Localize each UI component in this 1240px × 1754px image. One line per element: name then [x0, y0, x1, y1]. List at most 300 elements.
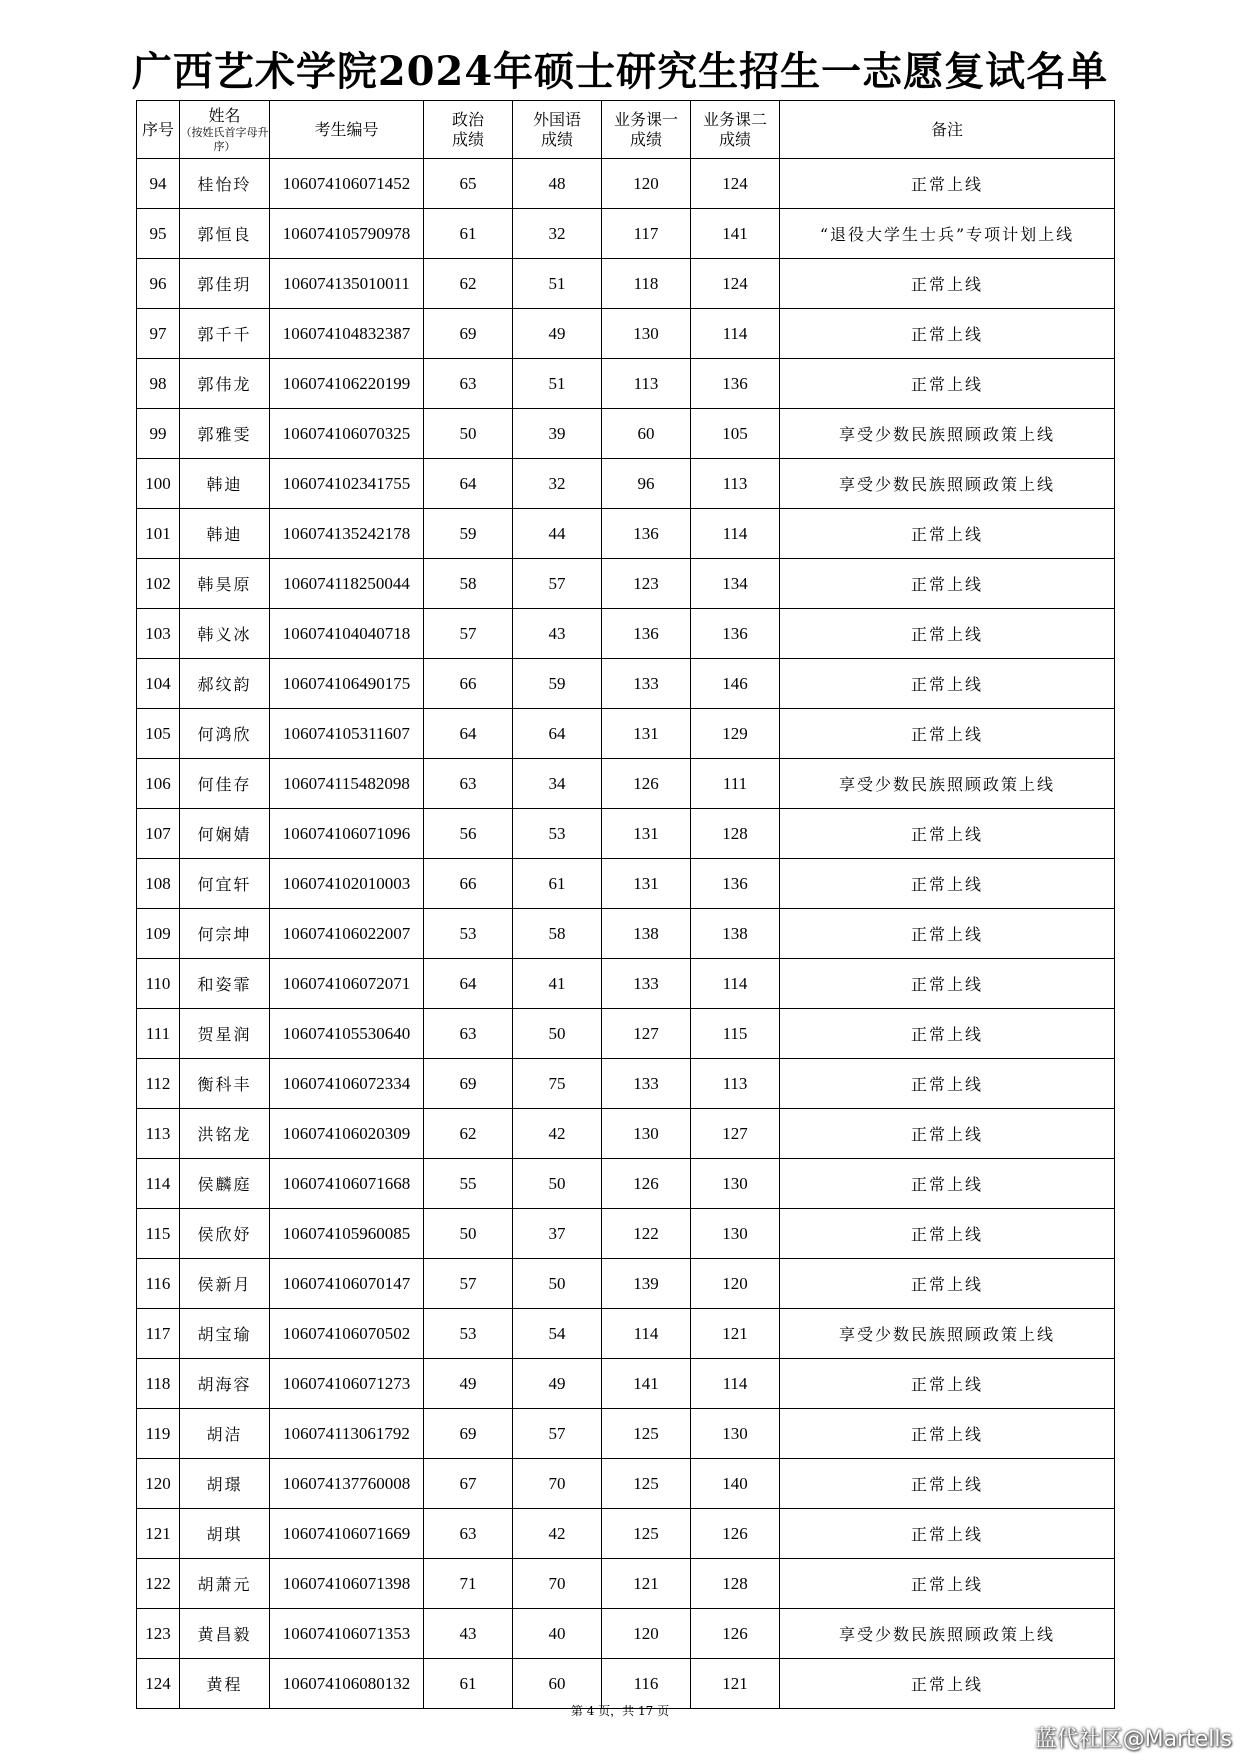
politics-cell: 63 [424, 1509, 513, 1559]
seq-cell: 122 [137, 1559, 180, 1609]
course1-cell: 113 [602, 359, 691, 409]
course1-cell: 122 [602, 1209, 691, 1259]
table-row [137, 709, 1115, 759]
course2-cell: 141 [691, 209, 780, 259]
header-foreign-line2: 成绩 [540, 129, 573, 149]
header-seq: 序号 [137, 101, 180, 159]
name-cell: 胡宝瑜 [180, 1309, 270, 1359]
name-cell: 郭恒良 [180, 209, 270, 259]
name-cell: 衡科丰 [180, 1059, 270, 1109]
foreign-cell: 32 [513, 459, 602, 509]
name-cell: 郭雅雯 [180, 409, 270, 459]
seq-cell: 95 [137, 209, 180, 259]
header-course1-line2: 成绩 [629, 129, 662, 149]
course1-cell: 116 [602, 1659, 691, 1709]
course2-cell: 120 [691, 1259, 780, 1309]
seq-cell: 97 [137, 309, 180, 359]
course2-cell: 130 [691, 1159, 780, 1209]
remarks-cell: 正常上线 [780, 709, 1115, 759]
course2-cell: 127 [691, 1109, 780, 1159]
table-row [137, 1359, 1115, 1409]
id-cell: 106074105311607 [270, 709, 424, 759]
seq-cell: 112 [137, 1059, 180, 1109]
id-cell: 106074137760008 [270, 1459, 424, 1509]
course2-cell: 136 [691, 359, 780, 409]
course2-cell: 124 [691, 259, 780, 309]
table-row [137, 1109, 1115, 1159]
course2-cell: 134 [691, 559, 780, 609]
politics-cell: 69 [424, 1059, 513, 1109]
seq-cell: 98 [137, 359, 180, 409]
table-row [137, 259, 1115, 309]
remarks-cell: “退役大学生士兵”专项计划上线 [780, 209, 1115, 259]
name-cell: 何宜轩 [180, 859, 270, 909]
header-remarks: 备注 [780, 101, 1115, 159]
table-row [137, 1159, 1115, 1209]
remarks-cell: 享受少数民族照顾政策上线 [780, 1309, 1115, 1359]
name-cell: 黄程 [180, 1659, 270, 1709]
id-cell: 106074115482098 [270, 759, 424, 809]
header-course2-line1: 业务课二 [702, 109, 767, 129]
table-row [137, 1609, 1115, 1659]
foreign-cell: 51 [513, 259, 602, 309]
name-cell: 桂怡玲 [180, 159, 270, 209]
course1-cell: 60 [602, 409, 691, 459]
seq-cell: 100 [137, 459, 180, 509]
foreign-cell: 42 [513, 1509, 602, 1559]
name-cell: 韩迪 [180, 509, 270, 559]
course1-cell: 136 [602, 609, 691, 659]
remarks-cell: 正常上线 [780, 259, 1115, 309]
id-cell: 106074105530640 [270, 1009, 424, 1059]
name-cell: 何宗坤 [180, 909, 270, 959]
course2-cell: 124 [691, 159, 780, 209]
page-title: 广西艺术学院2024年硕士研究生招生一志愿复试名单 [131, 48, 1109, 95]
foreign-cell: 70 [513, 1559, 602, 1609]
seq-cell: 104 [137, 659, 180, 709]
remarks-cell: 正常上线 [780, 159, 1115, 209]
course2-cell: 105 [691, 409, 780, 459]
table-body [137, 159, 1115, 1709]
header-course2 [691, 101, 780, 159]
id-cell: 106074106071353 [270, 1609, 424, 1659]
remarks-cell: 享受少数民族照顾政策上线 [780, 409, 1115, 459]
name-cell: 胡海容 [180, 1359, 270, 1409]
course2-cell: 121 [691, 1659, 780, 1709]
id-cell: 106074118250044 [270, 559, 424, 609]
id-cell: 106074106220199 [270, 359, 424, 409]
course2-cell: 128 [691, 809, 780, 859]
foreign-cell: 64 [513, 709, 602, 759]
seq-cell: 115 [137, 1209, 180, 1259]
course1-cell: 136 [602, 509, 691, 559]
header-politics [424, 101, 513, 159]
course2-cell: 113 [691, 459, 780, 509]
table-row [137, 359, 1115, 409]
table-row [137, 409, 1115, 459]
politics-cell: 61 [424, 1659, 513, 1709]
remarks-cell: 正常上线 [780, 359, 1115, 409]
politics-cell: 53 [424, 909, 513, 959]
remarks-cell: 正常上线 [780, 309, 1115, 359]
table-header [137, 101, 1115, 159]
name-cell: 侯新月 [180, 1259, 270, 1309]
header-foreign [513, 101, 602, 159]
politics-cell: 71 [424, 1559, 513, 1609]
remarks-cell: 正常上线 [780, 1009, 1115, 1059]
course1-cell: 125 [602, 1509, 691, 1559]
header-foreign-line1: 外国语 [532, 109, 581, 129]
foreign-cell: 50 [513, 1259, 602, 1309]
course1-cell: 96 [602, 459, 691, 509]
seq-cell: 110 [137, 959, 180, 1009]
foreign-cell: 42 [513, 1109, 602, 1159]
header-course2-line2: 成绩 [718, 129, 751, 149]
politics-cell: 50 [424, 1209, 513, 1259]
table-row [137, 309, 1115, 359]
watermark: 蓝代社区@Martells [1034, 1727, 1232, 1752]
politics-cell: 65 [424, 159, 513, 209]
table-row [137, 1559, 1115, 1609]
page-footer: 第 4 页，共 17 页 [570, 1704, 670, 1718]
course2-cell: 130 [691, 1209, 780, 1259]
course2-cell: 140 [691, 1459, 780, 1509]
seq-cell: 113 [137, 1109, 180, 1159]
table-row [137, 859, 1115, 909]
course1-cell: 130 [602, 1109, 691, 1159]
seq-cell: 108 [137, 859, 180, 909]
name-cell: 何鸿欣 [180, 709, 270, 759]
table-row [137, 509, 1115, 559]
table-row [137, 209, 1115, 259]
politics-cell: 64 [424, 459, 513, 509]
politics-cell: 62 [424, 1109, 513, 1159]
name-cell: 胡萧元 [180, 1559, 270, 1609]
id-cell: 106074106071398 [270, 1559, 424, 1609]
table-row [137, 1009, 1115, 1059]
table-row [137, 1209, 1115, 1259]
foreign-cell: 51 [513, 359, 602, 409]
name-cell: 侯麟庭 [180, 1159, 270, 1209]
id-cell: 106074106071273 [270, 1359, 424, 1409]
foreign-cell: 61 [513, 859, 602, 909]
seq-cell: 121 [137, 1509, 180, 1559]
name-cell: 胡璟 [180, 1459, 270, 1509]
id-cell: 106074106070325 [270, 409, 424, 459]
course1-cell: 126 [602, 759, 691, 809]
id-cell: 106074106070502 [270, 1309, 424, 1359]
remarks-cell: 正常上线 [780, 1509, 1115, 1559]
remarks-cell: 正常上线 [780, 1159, 1115, 1209]
course2-cell: 111 [691, 759, 780, 809]
foreign-cell: 50 [513, 1009, 602, 1059]
foreign-cell: 49 [513, 309, 602, 359]
politics-cell: 66 [424, 659, 513, 709]
id-cell: 106074135242178 [270, 509, 424, 559]
foreign-cell: 54 [513, 1309, 602, 1359]
remarks-cell: 正常上线 [780, 1259, 1115, 1309]
course2-cell: 126 [691, 1509, 780, 1559]
header-id: 考生编号 [270, 101, 424, 159]
remarks-cell: 享受少数民族照顾政策上线 [780, 1609, 1115, 1659]
politics-cell: 69 [424, 1409, 513, 1459]
table-row [137, 1509, 1115, 1559]
seq-cell: 111 [137, 1009, 180, 1059]
politics-cell: 50 [424, 409, 513, 459]
seq-cell: 116 [137, 1259, 180, 1309]
table-row [137, 759, 1115, 809]
foreign-cell: 70 [513, 1459, 602, 1509]
remarks-cell: 正常上线 [780, 559, 1115, 609]
name-cell: 韩迪 [180, 459, 270, 509]
header-course1 [602, 101, 691, 159]
table-row [137, 1409, 1115, 1459]
remarks-cell: 正常上线 [780, 1559, 1115, 1609]
course2-cell: 129 [691, 709, 780, 759]
seq-cell: 117 [137, 1309, 180, 1359]
politics-cell: 63 [424, 359, 513, 409]
header-politics-line1: 政治 [451, 109, 484, 129]
name-cell: 何娴婧 [180, 809, 270, 859]
foreign-cell: 44 [513, 509, 602, 559]
seq-cell: 102 [137, 559, 180, 609]
politics-cell: 49 [424, 1359, 513, 1409]
politics-cell: 62 [424, 259, 513, 309]
politics-cell: 63 [424, 1009, 513, 1059]
table-row [137, 909, 1115, 959]
id-cell: 106074102010003 [270, 859, 424, 909]
remarks-cell: 享受少数民族照顾政策上线 [780, 759, 1115, 809]
table-row [137, 1059, 1115, 1109]
name-cell: 和姿霏 [180, 959, 270, 1009]
politics-cell: 61 [424, 209, 513, 259]
foreign-cell: 41 [513, 959, 602, 1009]
seq-cell: 99 [137, 409, 180, 459]
course1-cell: 121 [602, 1559, 691, 1609]
foreign-cell: 57 [513, 559, 602, 609]
name-cell: 郭佳玥 [180, 259, 270, 309]
remarks-cell: 正常上线 [780, 659, 1115, 709]
politics-cell: 67 [424, 1459, 513, 1509]
name-cell: 贺星润 [180, 1009, 270, 1059]
seq-cell: 107 [137, 809, 180, 859]
name-cell: 胡琪 [180, 1509, 270, 1559]
id-cell: 106074106071452 [270, 159, 424, 209]
seq-cell: 103 [137, 609, 180, 659]
course2-cell: 126 [691, 1609, 780, 1659]
course2-cell: 114 [691, 509, 780, 559]
foreign-cell: 75 [513, 1059, 602, 1109]
course1-cell: 125 [602, 1459, 691, 1509]
remarks-cell: 正常上线 [780, 509, 1115, 559]
remarks-cell: 正常上线 [780, 1459, 1115, 1509]
foreign-cell: 58 [513, 909, 602, 959]
table-row [137, 459, 1115, 509]
remarks-cell: 正常上线 [780, 1109, 1115, 1159]
table-row [137, 559, 1115, 609]
id-cell: 106074102341755 [270, 459, 424, 509]
foreign-cell: 57 [513, 1409, 602, 1459]
remarks-cell: 正常上线 [780, 959, 1115, 1009]
politics-cell: 57 [424, 1259, 513, 1309]
foreign-cell: 32 [513, 209, 602, 259]
foreign-cell: 53 [513, 809, 602, 859]
course2-cell: 128 [691, 1559, 780, 1609]
remarks-cell: 正常上线 [780, 1409, 1115, 1459]
remarks-cell: 享受少数民族照顾政策上线 [780, 459, 1115, 509]
seq-cell: 96 [137, 259, 180, 309]
foreign-cell: 40 [513, 1609, 602, 1659]
politics-cell: 64 [424, 959, 513, 1009]
course1-cell: 120 [602, 159, 691, 209]
candidate-table [136, 100, 1115, 1709]
id-cell: 106074104832387 [270, 309, 424, 359]
course2-cell: 136 [691, 609, 780, 659]
id-cell: 106074106071668 [270, 1159, 424, 1209]
course1-cell: 123 [602, 559, 691, 609]
politics-cell: 43 [424, 1609, 513, 1659]
id-cell: 106074106072071 [270, 959, 424, 1009]
course1-cell: 120 [602, 1609, 691, 1659]
table-row [137, 1259, 1115, 1309]
course2-cell: 138 [691, 909, 780, 959]
remarks-cell: 正常上线 [780, 909, 1115, 959]
table-row [137, 809, 1115, 859]
foreign-cell: 34 [513, 759, 602, 809]
header-name [180, 101, 270, 159]
foreign-cell: 50 [513, 1159, 602, 1209]
seq-cell: 120 [137, 1459, 180, 1509]
table-row [137, 609, 1115, 659]
course2-cell: 114 [691, 959, 780, 1009]
id-cell: 106074106070147 [270, 1259, 424, 1309]
id-cell: 106074105960085 [270, 1209, 424, 1259]
id-cell: 106074106071096 [270, 809, 424, 859]
course1-cell: 117 [602, 209, 691, 259]
politics-cell: 59 [424, 509, 513, 559]
id-cell: 106074113061792 [270, 1409, 424, 1459]
seq-cell: 118 [137, 1359, 180, 1409]
foreign-cell: 43 [513, 609, 602, 659]
course1-cell: 133 [602, 659, 691, 709]
foreign-cell: 37 [513, 1209, 602, 1259]
remarks-cell: 正常上线 [780, 1209, 1115, 1259]
course1-cell: 131 [602, 709, 691, 759]
course1-cell: 127 [602, 1009, 691, 1059]
header-name-label: 姓名 [208, 105, 241, 125]
foreign-cell: 48 [513, 159, 602, 209]
politics-cell: 56 [424, 809, 513, 859]
course2-cell: 114 [691, 309, 780, 359]
header-name-note: （按姓氏首字母升序） [180, 125, 269, 153]
foreign-cell: 59 [513, 659, 602, 709]
header-row [137, 101, 1115, 159]
id-cell: 106074105790978 [270, 209, 424, 259]
seq-cell: 119 [137, 1409, 180, 1459]
id-cell: 106074106020309 [270, 1109, 424, 1159]
foreign-cell: 60 [513, 1659, 602, 1709]
table-row [137, 959, 1115, 1009]
course1-cell: 126 [602, 1159, 691, 1209]
header-politics-line2: 成绩 [451, 129, 484, 149]
seq-cell: 106 [137, 759, 180, 809]
header-course1-line1: 业务课一 [613, 109, 678, 129]
course1-cell: 133 [602, 959, 691, 1009]
name-cell: 洪铭龙 [180, 1109, 270, 1159]
remarks-cell: 正常上线 [780, 809, 1115, 859]
course1-cell: 131 [602, 859, 691, 909]
course1-cell: 139 [602, 1259, 691, 1309]
table-row [137, 1309, 1115, 1359]
table-row [137, 1659, 1115, 1709]
remarks-cell: 正常上线 [780, 1359, 1115, 1409]
course2-cell: 130 [691, 1409, 780, 1459]
foreign-cell: 49 [513, 1359, 602, 1409]
seq-cell: 124 [137, 1659, 180, 1709]
politics-cell: 55 [424, 1159, 513, 1209]
politics-cell: 69 [424, 309, 513, 359]
id-cell: 106074106072334 [270, 1059, 424, 1109]
course2-cell: 121 [691, 1309, 780, 1359]
remarks-cell: 正常上线 [780, 1059, 1115, 1109]
table-row [137, 659, 1115, 709]
politics-cell: 66 [424, 859, 513, 909]
remarks-cell: 正常上线 [780, 1659, 1115, 1709]
course1-cell: 125 [602, 1409, 691, 1459]
course1-cell: 138 [602, 909, 691, 959]
name-cell: 侯欣妤 [180, 1209, 270, 1259]
course2-cell: 146 [691, 659, 780, 709]
id-cell: 106074135010011 [270, 259, 424, 309]
seq-cell: 101 [137, 509, 180, 559]
id-cell: 106074106080132 [270, 1659, 424, 1709]
politics-cell: 57 [424, 609, 513, 659]
name-cell: 韩昊原 [180, 559, 270, 609]
seq-cell: 123 [137, 1609, 180, 1659]
name-cell: 郭千千 [180, 309, 270, 359]
course1-cell: 141 [602, 1359, 691, 1409]
politics-cell: 64 [424, 709, 513, 759]
id-cell: 106074106490175 [270, 659, 424, 709]
course1-cell: 114 [602, 1309, 691, 1359]
name-cell: 黄昌毅 [180, 1609, 270, 1659]
table-row [137, 159, 1115, 209]
name-cell: 韩义冰 [180, 609, 270, 659]
id-cell: 106074106071669 [270, 1509, 424, 1559]
id-cell: 106074106022007 [270, 909, 424, 959]
id-cell: 106074104040718 [270, 609, 424, 659]
course2-cell: 114 [691, 1359, 780, 1409]
seq-cell: 109 [137, 909, 180, 959]
name-cell: 郝纹韵 [180, 659, 270, 709]
remarks-cell: 正常上线 [780, 859, 1115, 909]
course2-cell: 136 [691, 859, 780, 909]
name-cell: 何佳存 [180, 759, 270, 809]
politics-cell: 63 [424, 759, 513, 809]
seq-cell: 94 [137, 159, 180, 209]
table-row [137, 1459, 1115, 1509]
course1-cell: 130 [602, 309, 691, 359]
name-cell: 郭伟龙 [180, 359, 270, 409]
foreign-cell: 39 [513, 409, 602, 459]
seq-cell: 114 [137, 1159, 180, 1209]
remarks-cell: 正常上线 [780, 609, 1115, 659]
name-cell: 胡洁 [180, 1409, 270, 1459]
course1-cell: 118 [602, 259, 691, 309]
course2-cell: 115 [691, 1009, 780, 1059]
course2-cell: 113 [691, 1059, 780, 1109]
politics-cell: 53 [424, 1309, 513, 1359]
